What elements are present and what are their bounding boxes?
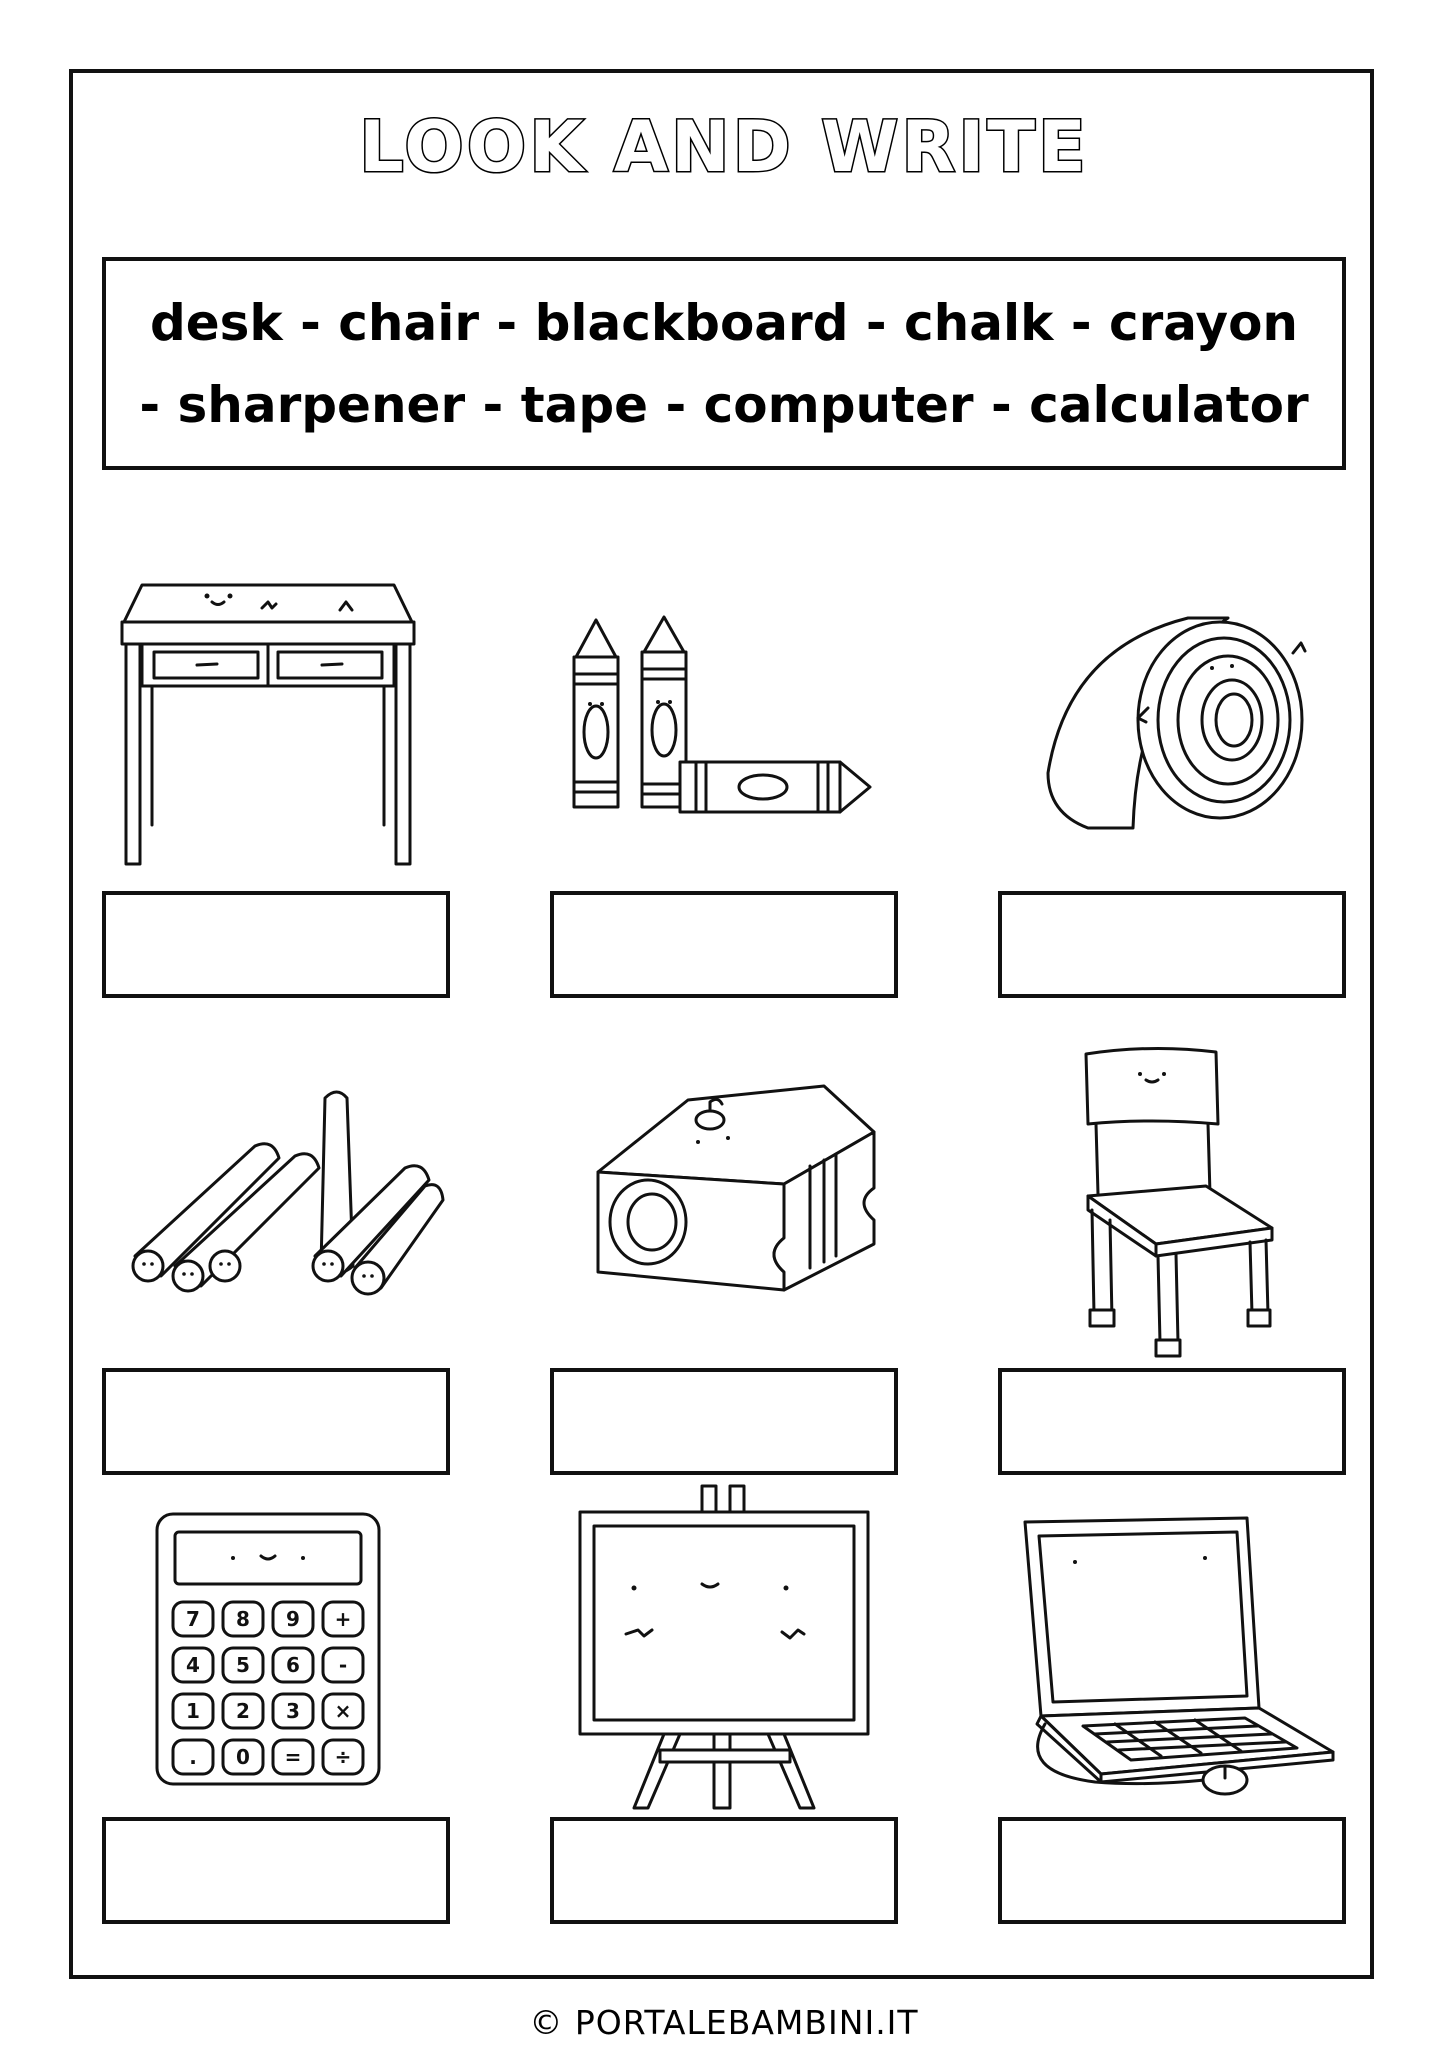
answer-box-desk[interactable]	[102, 891, 450, 998]
calculator-key-label: ×	[334, 1699, 352, 1723]
calculator-key-label: .	[189, 1745, 197, 1769]
calculator-illustration	[153, 1510, 383, 1790]
word-bank-box	[102, 257, 1346, 470]
tape-illustration	[1028, 608, 1328, 838]
calculator-key-label: -	[338, 1653, 348, 1677]
calculator-key-label: 0	[236, 1745, 250, 1769]
calculator-key-label: 3	[286, 1699, 300, 1723]
answer-box-tape[interactable]	[998, 891, 1346, 998]
answer-box-sharpener[interactable]	[550, 1368, 898, 1475]
chalk-illustration	[115, 1076, 445, 1316]
word-bank-line-1: desk - chair - blackboard - chalk - crayon	[149, 293, 1299, 352]
computer-illustration	[1015, 1512, 1345, 1802]
calculator-key-label: 4	[186, 1653, 200, 1677]
desk-illustration	[112, 580, 422, 870]
calculator-key-label: 7	[186, 1607, 200, 1631]
calculator-key-label: 1	[186, 1699, 200, 1723]
answer-box-chalk[interactable]	[102, 1368, 450, 1475]
calculator-key-label: 6	[286, 1653, 300, 1677]
answer-box-calculator[interactable]	[102, 1817, 450, 1924]
copyright-footer: © PORTALEBAMBINI.IT	[529, 2003, 919, 2042]
page-title: LOOK AND WRITE	[359, 106, 1089, 188]
calculator-key-label: 9	[286, 1607, 300, 1631]
blackboard-illustration	[574, 1484, 874, 1810]
answer-box-blackboard[interactable]	[550, 1817, 898, 1924]
answer-box-crayon[interactable]	[550, 891, 898, 998]
calculator-key-label: 5	[236, 1653, 250, 1677]
sharpener-illustration	[578, 1072, 888, 1302]
calculator-key-label: ÷	[334, 1745, 352, 1769]
crayons-illustration	[568, 612, 888, 842]
answer-box-computer[interactable]	[998, 1817, 1346, 1924]
answer-box-chair[interactable]	[998, 1368, 1346, 1475]
calculator-key-label: =	[284, 1745, 302, 1769]
calculator-key-label: +	[334, 1607, 352, 1631]
calculator-key-label: 8	[236, 1607, 250, 1631]
word-bank-line-2: - sharpener - tape - computer - calculator	[139, 375, 1309, 434]
calculator-key-label: 2	[236, 1699, 250, 1723]
chair-illustration	[1076, 1044, 1276, 1364]
